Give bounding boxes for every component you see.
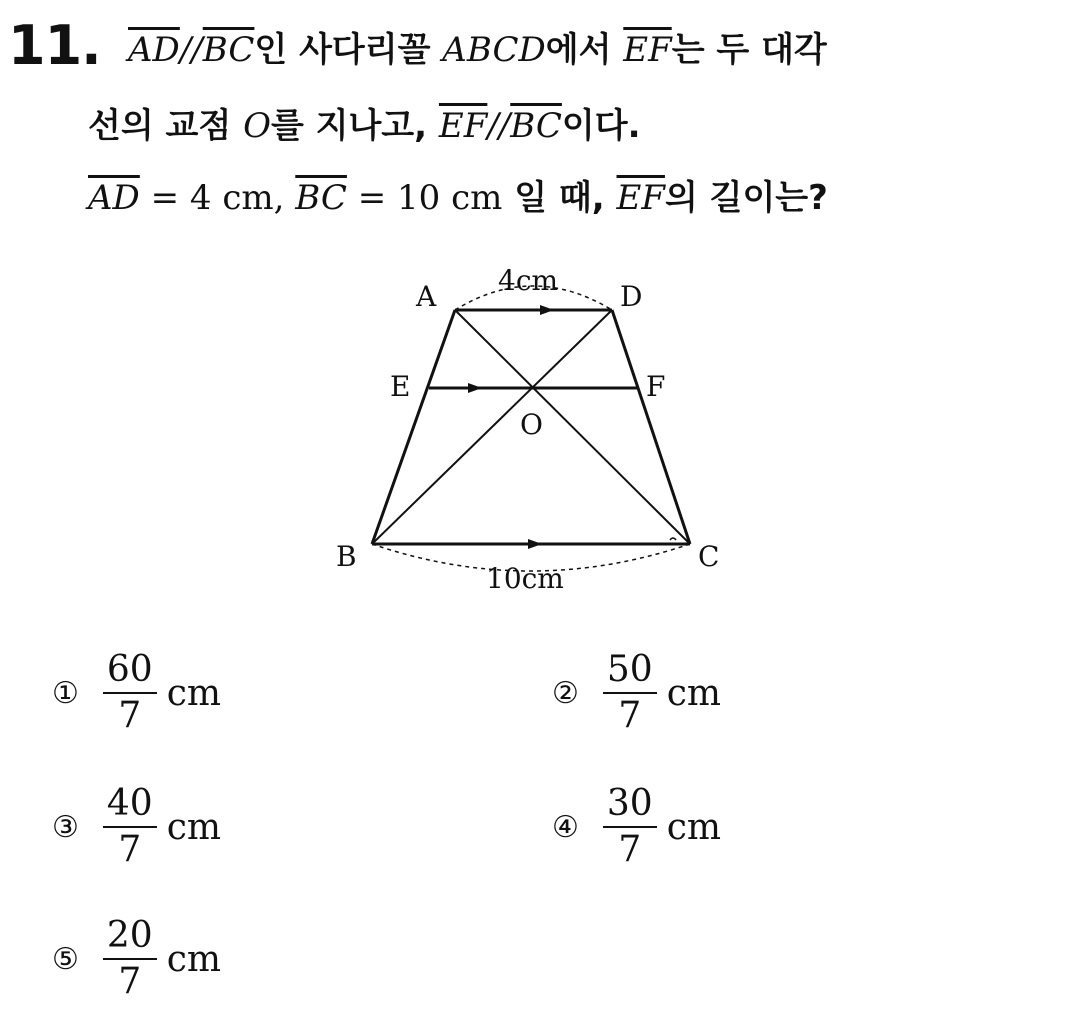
denominator: 7 (118, 829, 142, 870)
question-text: 선의 교점 (88, 106, 244, 146)
choice-2[interactable] (552, 649, 722, 736)
choice-3[interactable] (52, 783, 222, 870)
denominator: 7 (118, 961, 142, 1002)
side-dc (612, 310, 690, 544)
question-text: 이다. (561, 106, 641, 146)
side-ab (372, 310, 455, 544)
label-o: O (520, 408, 543, 441)
question-text: 는 두 대각 (671, 30, 827, 70)
parallel-arrow-ef (468, 383, 482, 393)
segment-ef: $\overline{EF}$ (616, 178, 665, 218)
parallel-arrow-ad (540, 305, 554, 315)
unit: cm (666, 806, 722, 848)
numerator: 40 (103, 786, 157, 828)
choice-marker: ⑤ (52, 941, 79, 977)
fraction (603, 783, 657, 870)
question-text: 를 지나고, (270, 106, 439, 146)
denominator: 7 (618, 829, 642, 870)
parallel-arrow-bc (528, 539, 542, 549)
segment-ad: $\overline{AD}$ (128, 30, 180, 70)
segment-bc: $\overline{BC}$ (510, 106, 562, 146)
unit: cm (666, 672, 722, 714)
choice-marker: ③ (52, 809, 79, 845)
question-number: 11. (8, 14, 101, 77)
fraction (103, 649, 157, 736)
choice-4[interactable] (552, 783, 722, 870)
diagonal-bd (372, 310, 612, 544)
point-o: O (243, 106, 271, 146)
unit: cm (166, 938, 222, 980)
label-d: D (620, 280, 643, 313)
denominator: 7 (118, 695, 142, 736)
equation: = 4 cm, (139, 178, 296, 218)
label-a: A (416, 280, 437, 313)
parallel-symbol: // (487, 106, 511, 146)
unit: cm (166, 672, 222, 714)
segment-bc: $\overline{BC}$ (295, 178, 347, 218)
fraction (103, 915, 157, 1002)
choice-marker: ④ (552, 809, 579, 845)
fraction (603, 649, 657, 736)
unit: cm (166, 806, 222, 848)
question-text: 에서 (545, 30, 624, 70)
trapezoid-name: ABCD (442, 30, 546, 70)
choice-marker: ② (552, 675, 579, 711)
diagonal-ac (455, 310, 690, 544)
segment-ef: $\overline{EF}$ (438, 106, 488, 146)
fraction (103, 783, 157, 870)
parallel-symbol: // (179, 30, 203, 70)
question-text: 일 때, (502, 178, 617, 218)
denominator: 7 (618, 695, 642, 736)
choice-marker: ① (52, 675, 79, 711)
label-f: F (646, 370, 666, 403)
choice-5[interactable] (52, 915, 222, 1002)
segment-bc: $\overline{BC}$ (202, 30, 255, 70)
numerator: 50 (603, 652, 657, 694)
segment-ad: $\overline{AD}$ (88, 178, 140, 218)
numerator: 60 (103, 652, 157, 694)
numerator: 30 (603, 786, 657, 828)
question-text: 의 길이는? (664, 178, 828, 218)
equation: = 10 cm (346, 178, 503, 218)
label-c: C (698, 540, 720, 573)
segment-ef: $\overline{EF}$ (623, 30, 672, 70)
label-e: E (390, 370, 411, 403)
label-bottom-length: 10cm (486, 562, 564, 595)
question-text: 인 사다리꼴 (254, 30, 443, 70)
label-b: B (336, 540, 357, 573)
choice-1[interactable] (52, 649, 222, 736)
angle-mark (670, 538, 676, 540)
label-top-length: 4cm (498, 264, 559, 297)
numerator: 20 (103, 918, 157, 960)
